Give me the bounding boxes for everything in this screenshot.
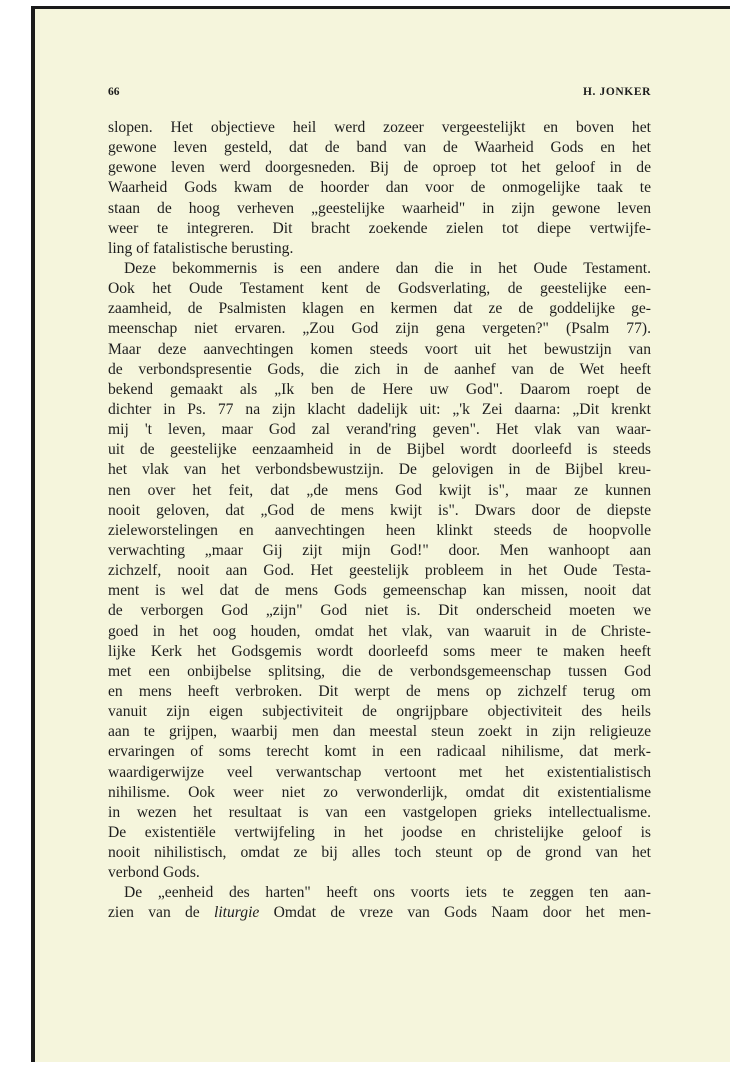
text-line: het vlak van het verbondsbewustzijn. De gelovigen in de Bijbel kreu- (108, 461, 651, 479)
text-line: De existentiële vertwijfeling in het joodse en christelijke geloof is (108, 823, 651, 841)
paragraph-first-line: Deze bekommernis is een andere dan die in het Oude Testament. (124, 259, 651, 277)
text-line: zichzelf, nooit aan God. Het geestelijk probleem in het Oude Testa- (108, 562, 651, 580)
text-line: met een onbijbelse splitsing, die de verbondsgemeenschap tussen God (108, 662, 651, 680)
text-line: zaamheid, de Psalmisten klagen en kermen dat ze de goddelijke ge- (108, 300, 651, 318)
text-line: meenschap niet ervaren. „Zou God zijn gena vergeten?" (Psalm 77). (108, 320, 651, 338)
paragraph-end-line: verbond Gods. (108, 864, 200, 882)
text-line: Ook het Oude Testament kent de Godsverlating, de geestelijke een- (108, 280, 651, 298)
text-line: verwachting „maar Gij zijt mijn God!" door. Men wanhoopt aan (108, 541, 651, 559)
text-line: dichter in Ps. 77 na zijn klacht dadelijk uit: „'k Zei daarna: „Dit krenkt (108, 400, 651, 418)
text-line: in wezen het resultaat is van een vastgelopen grieks intellectualisme. (108, 803, 651, 821)
text-line: nen over het feit, dat „de mens God kwijt is", maar ze kunnen (108, 481, 651, 499)
text-line: aan te grijpen, waarbij men dan meestal steun zoekt in zijn religieuze (108, 723, 651, 741)
text-line: slopen. Het objectieve heil werd zozeer vergeestelijkt en boven het (108, 119, 651, 136)
text-line: staan de hoog verheven „geestelijke waarheid" in zijn gewone leven (108, 199, 651, 217)
running-header (108, 86, 651, 106)
running-head-author: H. JONKER (582, 86, 651, 98)
text-line: en mens heeft verbroken. Dit werpt de mens op zichzelf terug om (108, 682, 651, 700)
text-segment: Omdat de vreze van Gods Naam door het men- (259, 904, 651, 922)
body-text (108, 118, 651, 924)
text-line: goed in het oog houden, omdat het vlak, van waaruit in de Christe- (108, 622, 651, 640)
text-line: de verbondspresentie Gods, die zich in de aanhef van de Wet heeft (108, 360, 651, 378)
text-line: mij 't leven, maar God zal verand'ring geven". Het vlak van waar- (108, 421, 651, 439)
text-segment: zien van de (108, 904, 214, 922)
text-line: Waarheid Gods kwam de hoorder dan voor de onmogelijke taak te (108, 179, 651, 197)
text-line: uit de geestelijke eenzaamheid in de Bijbel wordt doorleefd is steeds (108, 441, 651, 459)
text-line: waardigerwijze veel verwantschap vertoont met het existentialistisch (108, 763, 651, 781)
text-line: de verborgen God „zijn" God niet is. Dit onderscheid moeten we (108, 602, 651, 620)
text-line: vanuit zijn eigen subjectiviteit de ongrijpbare objectiviteit des heils (108, 703, 651, 721)
text-line: ervaringen of soms terecht komt in een radicaal nihilisme, dat merk- (108, 743, 651, 761)
text-line: nooit nihilistisch, omdat ze bij alles toch steunt op de grond van het (108, 844, 651, 862)
text-line: weer te integreren. Dit bracht zoekende zielen tot diepe vertwijfe- (108, 219, 651, 237)
paragraph-end-line: ling of fatalistische berusting. (108, 239, 294, 257)
text-line: gewone leven werd doorgesneden. Bij de oproep tot het geloof in de (108, 159, 651, 177)
text-line: nooit geloven, dat „God de mens kwijt is". Dwars door de diepste (108, 501, 651, 519)
text-line: zieleworstelingen en aanvechtingen heen klinkt steeds de hoopvolle (108, 521, 651, 539)
text-line: gewone leven gesteld, dat de band van de Waarheid Gods en het (108, 139, 651, 157)
text-line: Maar deze aanvechtingen komen steeds voort uit het bewustzijn van (108, 340, 651, 358)
text-line: ment is wel dat de mens Gods gemeenschap kan missen, nooit dat (108, 582, 651, 600)
text-line (108, 903, 651, 923)
paragraph-first-line: De „eenheid des harten" heeft ons voorts iets te zeggen ten aan- (124, 884, 651, 902)
page-number: 66 (108, 86, 120, 98)
text-line: lijke Kerk het Godsgemis wordt doorleefd soms meer te maken heeft (108, 642, 651, 660)
text-line: nihilisme. Ook weer niet zo verwonderlijk, omdat dit existentialisme (108, 783, 651, 801)
italic-term: liturgie (214, 904, 260, 922)
text-line: bekend gemaakt als „Ik ben de Here uw God". Daarom roept de (108, 380, 651, 398)
